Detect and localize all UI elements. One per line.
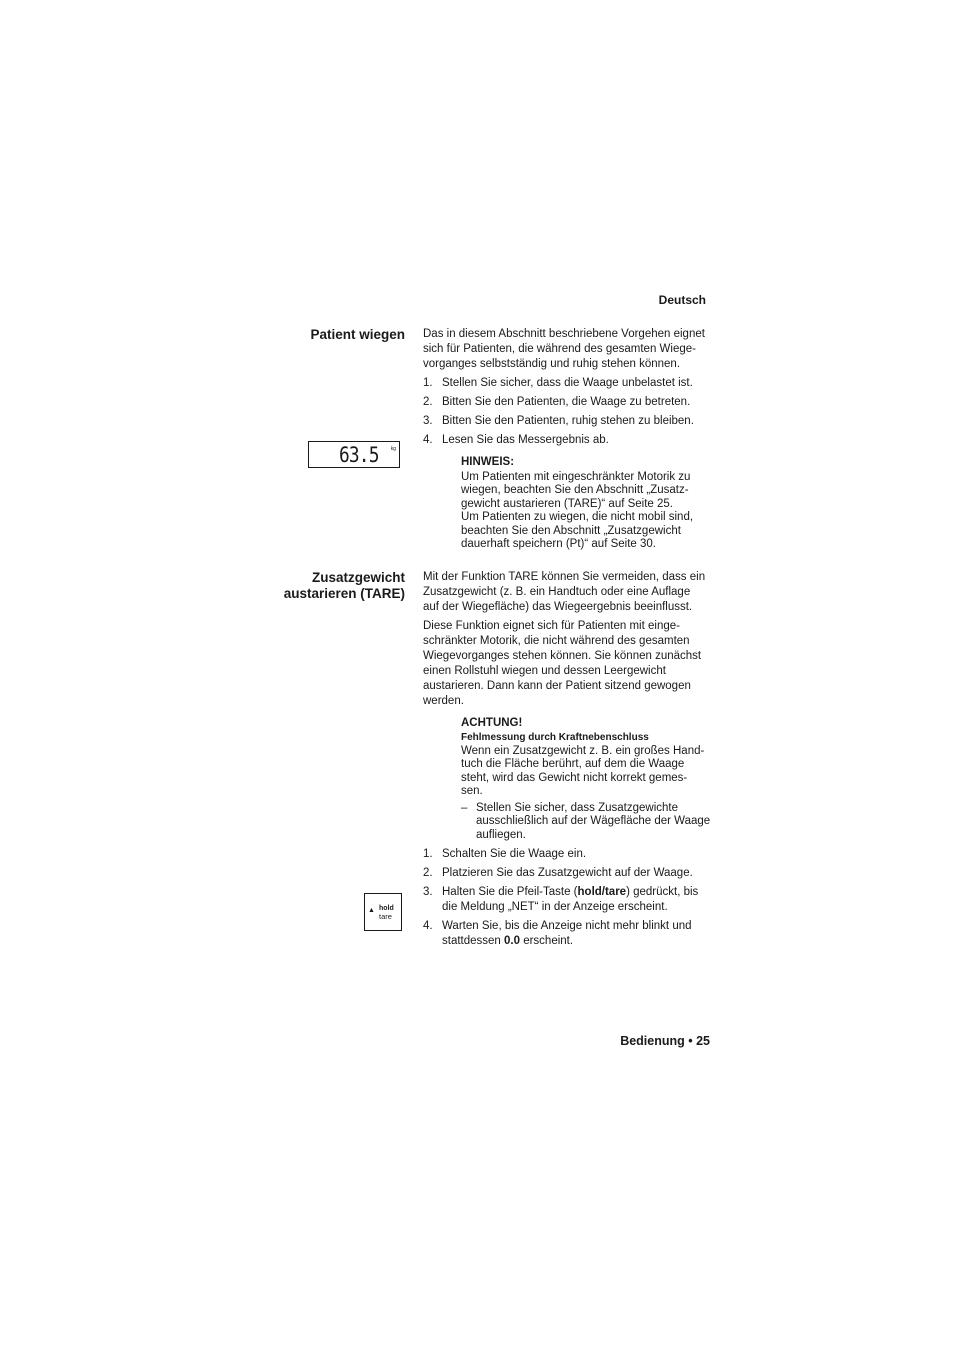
note-title: HINWEIS: — [461, 456, 515, 468]
intro-line: vorganges selbstständig und ruhig stehen können. — [423, 358, 681, 370]
section2-para1 — [423, 570, 723, 615]
intro-line: sich für Patienten, die während des gesamten Wiege- — [423, 343, 696, 355]
section2-steps — [423, 847, 723, 949]
warning-subtitle: Fehlmessung durch Kraftnebenschluss — [461, 732, 649, 743]
list-item: 2. Platzieren Sie das Zusatzgewicht auf der Waage. — [423, 867, 693, 879]
para-line: Diese Funktion eignet sich für Patienten mit einge- — [423, 620, 680, 632]
note-box — [461, 455, 721, 551]
note-line: Um Patienten mit eingeschränkter Motorik zu — [461, 471, 691, 483]
section1-intro — [423, 327, 723, 372]
para-line: auf der Wiegefläche) das Wiegeergebnis beeinflusst. — [423, 601, 693, 613]
scale-display-image — [308, 441, 400, 468]
display-value: 63.5 — [339, 443, 379, 467]
note-line: beachten Sie den Abschnitt „Zusatzgewicht — [461, 524, 681, 537]
dash-line: aufliegen. — [476, 829, 526, 842]
dash-line: Stellen Sie sicher, dass Zusatzgewichte — [476, 801, 678, 814]
note-line: dauerhaft speichern (Pt)“ auf Seite 30. — [461, 538, 656, 551]
intro-line: Das in diesem Abschnitt beschriebene Vorgehen eignet — [423, 328, 705, 340]
list-item: 4. Warten Sie, bis die Anzeige nicht mehr blinkt und stattdessen 0.0 erscheint. — [423, 920, 692, 947]
key-label-tare: tare — [379, 912, 392, 921]
heading-line: austarieren (TARE) — [283, 586, 405, 601]
list-item: 2. Bitten Sie den Patienten, die Waage zu betreten. — [423, 396, 691, 408]
para-line: einen Rollstuhl wiegen und dessen Leergewicht — [423, 665, 666, 677]
key-label-hold: hold — [379, 905, 394, 912]
warning-line: sen. — [461, 785, 483, 798]
section2-para2 — [423, 619, 723, 709]
hold-tare-key-image — [364, 893, 402, 931]
page-footer: Bedienung • 25 — [620, 1034, 710, 1048]
para-line: werden. — [423, 695, 464, 707]
section-heading-patient-wiegen: Patient wiegen — [310, 327, 405, 342]
list-item: 3. Bitten Sie den Patienten, ruhig stehen zu bleiben. — [423, 415, 694, 427]
display-unit: kg — [390, 446, 396, 452]
para-line: schränkter Motorik, die nicht während des gesamten — [423, 635, 690, 647]
para-line: Mit der Funktion TARE können Sie vermeiden, dass ein — [423, 571, 706, 583]
warning-line: Wenn ein Zusatzgewicht z. B. ein großes Hand- — [461, 745, 705, 757]
list-item: 1. Schalten Sie die Waage ein. — [423, 848, 587, 860]
warning-title: ACHTUNG! — [461, 717, 523, 729]
warning-line: tuch die Fläche berührt, auf dem die Waage — [461, 758, 685, 771]
para-line: Wiegevorganges stehen können. Sie können zunächst — [423, 650, 702, 662]
note-line: wiegen, beachten Sie den Abschnitt „Zusatz- — [461, 484, 689, 497]
para-line: Zusatzgewicht (z. B. ein Handtuch oder eine Auflage — [423, 586, 691, 598]
list-item: 1. Stellen Sie sicher, dass die Waage unbelastet ist. — [423, 377, 693, 389]
language-label: Deutsch — [658, 293, 706, 307]
arrow-up-icon: ▲ — [368, 907, 375, 914]
dash-line: ausschließlich auf der Wägefläche der Waage — [476, 815, 711, 828]
warning-line: steht, wird das Gewicht nicht korrekt gemes- — [461, 771, 688, 784]
section-heading-zusatzgewicht — [250, 570, 405, 602]
warning-box — [461, 716, 721, 843]
list-item: 3. Halten Sie die Pfeil-Taste (hold/tare) gedrückt, bis die Meldung „NET“ in der Anzeige erscheint. — [423, 886, 699, 913]
para-line: austarieren. Dann kann der Patient sitzend gewogen — [423, 680, 691, 692]
note-line: Um Patienten zu wiegen, die nicht mobil sind, — [461, 511, 694, 524]
warning-dash-item: – Stellen Sie sicher, dass Zusatzgewichte ausschließlich auf der Wägefläche der Waage aufliegen. — [461, 802, 721, 843]
list-item: 4. Lesen Sie das Messergebnis ab. — [423, 434, 609, 446]
note-line: gewicht austarieren (TARE)“ auf Seite 25. — [461, 497, 673, 510]
heading-line: Zusatzgewicht — [311, 570, 405, 585]
section1-steps — [423, 376, 723, 448]
